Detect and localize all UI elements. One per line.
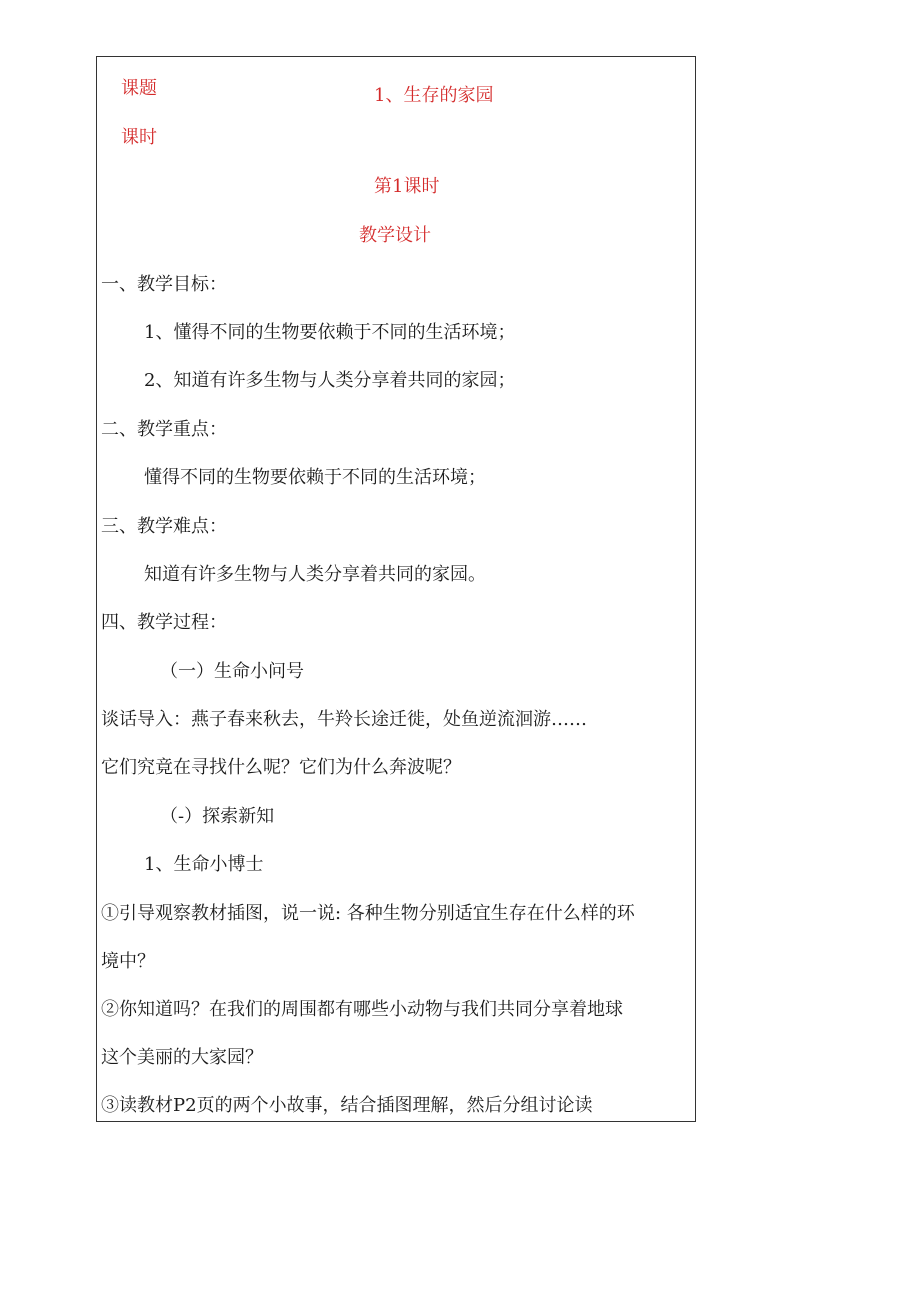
intro-text: 它们究竟在寻找什么呢？它们为什么奔波呢？: [101, 757, 461, 778]
subject-label: 课题: [121, 78, 157, 99]
process-title: 四、教学过程：: [101, 612, 227, 633]
difficulty-title: 三、教学难点：: [101, 516, 227, 537]
key-points-title: 二、教学重点：: [101, 419, 227, 440]
question-text: ②你知道吗？在我们的周围都有哪些小动物与我们共同分享着地球: [101, 999, 623, 1020]
objectives-title: 一、教学目标：: [101, 274, 227, 295]
subsection-title: 1、生命小博士: [144, 854, 264, 875]
intro-text: 谈话导入：燕子春来秋去，牛羚长途迁徙，处鱼逆流洄游……: [101, 709, 587, 730]
question-text: 境中？: [101, 951, 155, 972]
document-frame: [96, 56, 696, 1122]
question-text: ①引导观察教材插图，说一说: 各种生物分别适宜生存在什么样的环: [101, 903, 635, 924]
lesson-title: 1、生存的家园: [374, 85, 494, 106]
difficulty-text: 知道有许多生物与人类分享着共同的家园。: [144, 564, 486, 585]
question-text: ③读教材P2页的两个小故事，结合插图理解，然后分组讨论读: [101, 1095, 593, 1116]
period-label: 课时: [121, 127, 157, 148]
objective-item: 2、知道有许多生物与人类分享着共同的家园；: [144, 370, 516, 391]
question-text: 这个美丽的大家园？: [101, 1047, 263, 1068]
objective-item: 1、懂得不同的生物要依赖于不同的生活环境；: [144, 322, 516, 343]
key-points-text: 懂得不同的生物要依赖于不同的生活环境；: [144, 467, 486, 488]
process-step-title: （-）探索新知: [160, 806, 275, 827]
process-step-title: （一）生命小问号: [160, 661, 304, 682]
section-heading: 教学设计: [359, 225, 431, 246]
lesson-period: 第1课时: [374, 176, 440, 197]
